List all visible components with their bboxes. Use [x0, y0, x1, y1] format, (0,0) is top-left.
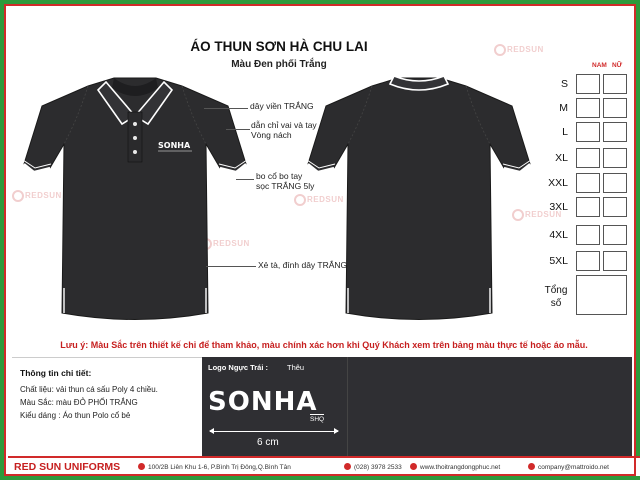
total-qty-input[interactable]: [576, 275, 627, 315]
watermark: REDSUN: [294, 194, 344, 206]
logo-wordmark: SONHA: [208, 387, 318, 417]
size-label: L: [562, 126, 568, 138]
total-label: Tổng số: [544, 285, 568, 309]
size-qty-male-input[interactable]: [576, 148, 600, 168]
watermark: REDSUN: [12, 190, 62, 202]
logo-method: Thêu: [287, 363, 305, 372]
callout-leader: [226, 129, 250, 130]
size-header-male: NAM: [592, 62, 607, 69]
size-qty-male-input[interactable]: [576, 251, 600, 271]
size-label: 5XL: [549, 255, 568, 267]
size-qty-female-input[interactable]: [603, 98, 627, 118]
footer-bar: [8, 456, 640, 476]
footer-email[interactable]: company@mattroido.net: [528, 463, 609, 471]
size-qty-male-input[interactable]: [576, 98, 600, 118]
size-qty-male-input[interactable]: [576, 173, 600, 193]
footer-address: 100/2B Liên Khu 1-6, P.Bình Trị Đông,Q.Bình Tân: [138, 463, 291, 471]
size-qty-male-input[interactable]: [576, 197, 600, 217]
product-details-panel: [12, 357, 202, 456]
phone-icon: [344, 463, 351, 470]
callout-leader: [204, 108, 248, 109]
size-qty-female-input[interactable]: [603, 122, 627, 142]
logo-subtext: SHQ: [310, 416, 325, 423]
callout-leader: [236, 179, 254, 180]
watermark: REDSUN: [200, 238, 250, 250]
size-label: 3XL: [549, 201, 568, 213]
location-icon: [138, 463, 145, 470]
callout-shoulder: dẫn chỉ vai và tay Vòng nách: [251, 120, 317, 140]
size-label: S: [560, 78, 568, 90]
brand-name: RED SUN UNIFORMS: [14, 461, 121, 473]
footer-website[interactable]: www.thoitrangdongphuc.net: [410, 463, 500, 471]
size-label: M: [559, 102, 568, 114]
size-qty-female-input[interactable]: [603, 173, 627, 193]
back-shirt-illustration: [302, 68, 537, 333]
size-qty-female-input[interactable]: [603, 251, 627, 271]
watermark: REDSUN: [512, 209, 562, 221]
globe-icon: [410, 463, 417, 470]
size-qty-male-input[interactable]: [576, 122, 600, 142]
callout-collar: dây viền TRẮNG: [250, 101, 314, 111]
email-icon: [528, 463, 535, 470]
details-title: Thông tin chi tiết:: [20, 368, 92, 378]
callout-hem: Xẻ tà, đính dây TRẮNG: [258, 260, 348, 270]
logo-caption: Logo Ngực Trái :: [208, 363, 269, 372]
page-subtitle: Màu Đen phối Trắng: [231, 59, 327, 70]
details-style: Kiểu dáng : Áo thun Polo cổ bẻ: [20, 411, 131, 420]
empty-dark-panel: [347, 357, 632, 456]
size-label: XL: [555, 152, 568, 164]
size-qty-female-input[interactable]: [603, 225, 627, 245]
callout-cuff: bo cổ bo tay sọc TRẮNG 5ly: [256, 171, 315, 191]
logo-spec-panel: [202, 357, 347, 456]
size-header-female: NỮ: [612, 62, 623, 69]
callout-leader: [206, 266, 256, 267]
size-qty-female-input[interactable]: [603, 74, 627, 94]
size-qty-male-input[interactable]: [576, 74, 600, 94]
page-title: ÁO THUN SƠN HÀ CHU LAI: [190, 39, 368, 54]
size-label: 4XL: [549, 229, 568, 241]
watermark: REDSUN: [494, 44, 544, 56]
details-material: Chất liệu: vải thun cá sấu Poly 4 chiều.: [20, 385, 158, 394]
details-color: Màu Sắc: màu ĐỎ PHỐI TRẮNG: [20, 398, 138, 407]
size-qty-male-input[interactable]: [576, 225, 600, 245]
size-qty-female-input[interactable]: [603, 148, 627, 168]
logo-dimension: 6 cm: [257, 437, 279, 448]
footer-phone: (028) 3978 2533: [344, 463, 402, 471]
size-qty-female-input[interactable]: [603, 197, 627, 217]
dimension-arrow: [210, 431, 338, 432]
color-disclaimer-note: Lưu ý: Màu Sắc trên thiết kế chỉ để tham khảo, màu chính xác hơn khi Quý Khách xem trên bảng màu thực tế hoặc áo mẫu.: [60, 340, 588, 350]
front-chest-logo: SONHA: [158, 141, 191, 150]
size-label: XXL: [548, 177, 568, 189]
